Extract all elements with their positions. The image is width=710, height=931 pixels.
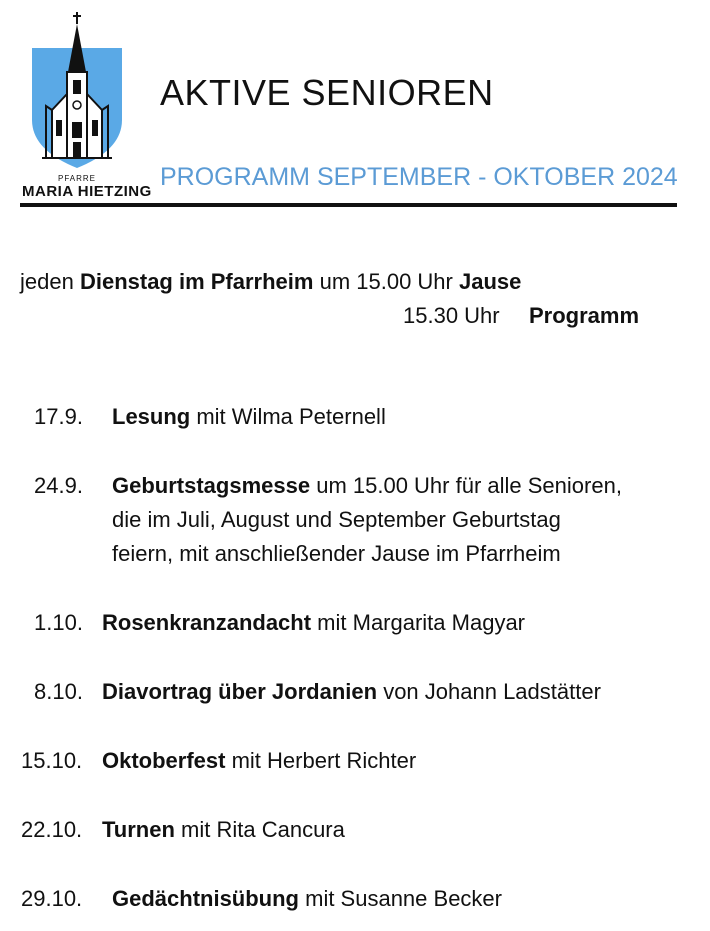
event-detail-line: [112, 503, 561, 537]
event-date: 15.10.: [21, 748, 83, 773]
weekly-mid: um 15.00 Uhr: [313, 269, 459, 294]
event-title: Gedächtnisübung: [112, 886, 299, 911]
event-date: 24.9.: [34, 473, 83, 498]
event-detail-line: [112, 537, 561, 571]
event-detail: um 15.00 Uhr für alle Senioren,: [310, 473, 622, 498]
event-title: Lesung: [112, 404, 191, 429]
event-title: Turnen: [102, 817, 175, 842]
event-title: Oktoberfest: [102, 748, 226, 773]
parish-logo: [22, 10, 152, 200]
church-icon: [32, 10, 122, 170]
event-date: 29.10.: [21, 886, 83, 911]
event-detail-line3: feiern, mit anschließender Jause im Pfarrheim: [112, 541, 561, 566]
event-title: Diavortrag über Jordanien: [102, 679, 378, 704]
event-date: 22.10.: [21, 817, 83, 842]
event-title: Rosenkranzandacht: [102, 610, 312, 635]
weekly-time-2: 15.30 Uhr: [403, 303, 500, 328]
event-detail: mit Margarita Magyar: [311, 610, 526, 635]
parish-label-small: PFARRE: [57, 174, 96, 183]
event-title: Geburtstagsmesse: [112, 473, 311, 498]
event-date: 8.10.: [34, 679, 83, 704]
event-detail: mit Susanne Becker: [299, 886, 502, 911]
event-date: 17.9.: [34, 404, 83, 429]
parish-name: MARIA HIETZING: [22, 183, 152, 200]
weekly-label-programm: Programm: [529, 303, 640, 328]
event-date: 1.10.: [34, 610, 83, 635]
weekly-prefix: jeden: [20, 269, 80, 294]
weekly-schedule: [20, 265, 640, 333]
event-detail-line2: die im Juli, August und September Geburtstag: [112, 507, 561, 532]
header-divider: [20, 203, 677, 207]
weekly-day: Dienstag im Pfarrheim: [79, 269, 314, 294]
page-subtitle: PROGRAMM SEPTEMBER - OKTOBER 2024: [160, 163, 678, 191]
weekly-row-2: [20, 299, 640, 333]
event-detail: mit Herbert Richter: [225, 748, 417, 773]
event-detail: von Johann Ladstätter: [377, 679, 601, 704]
weekly-label-jause: Jause: [458, 269, 522, 294]
event-detail: mit Rita Cancura: [174, 817, 345, 842]
weekly-row-1: [20, 265, 521, 299]
page-title: AKTIVE SENIOREN: [160, 72, 494, 113]
event-detail: mit Wilma Peternell: [190, 404, 386, 429]
